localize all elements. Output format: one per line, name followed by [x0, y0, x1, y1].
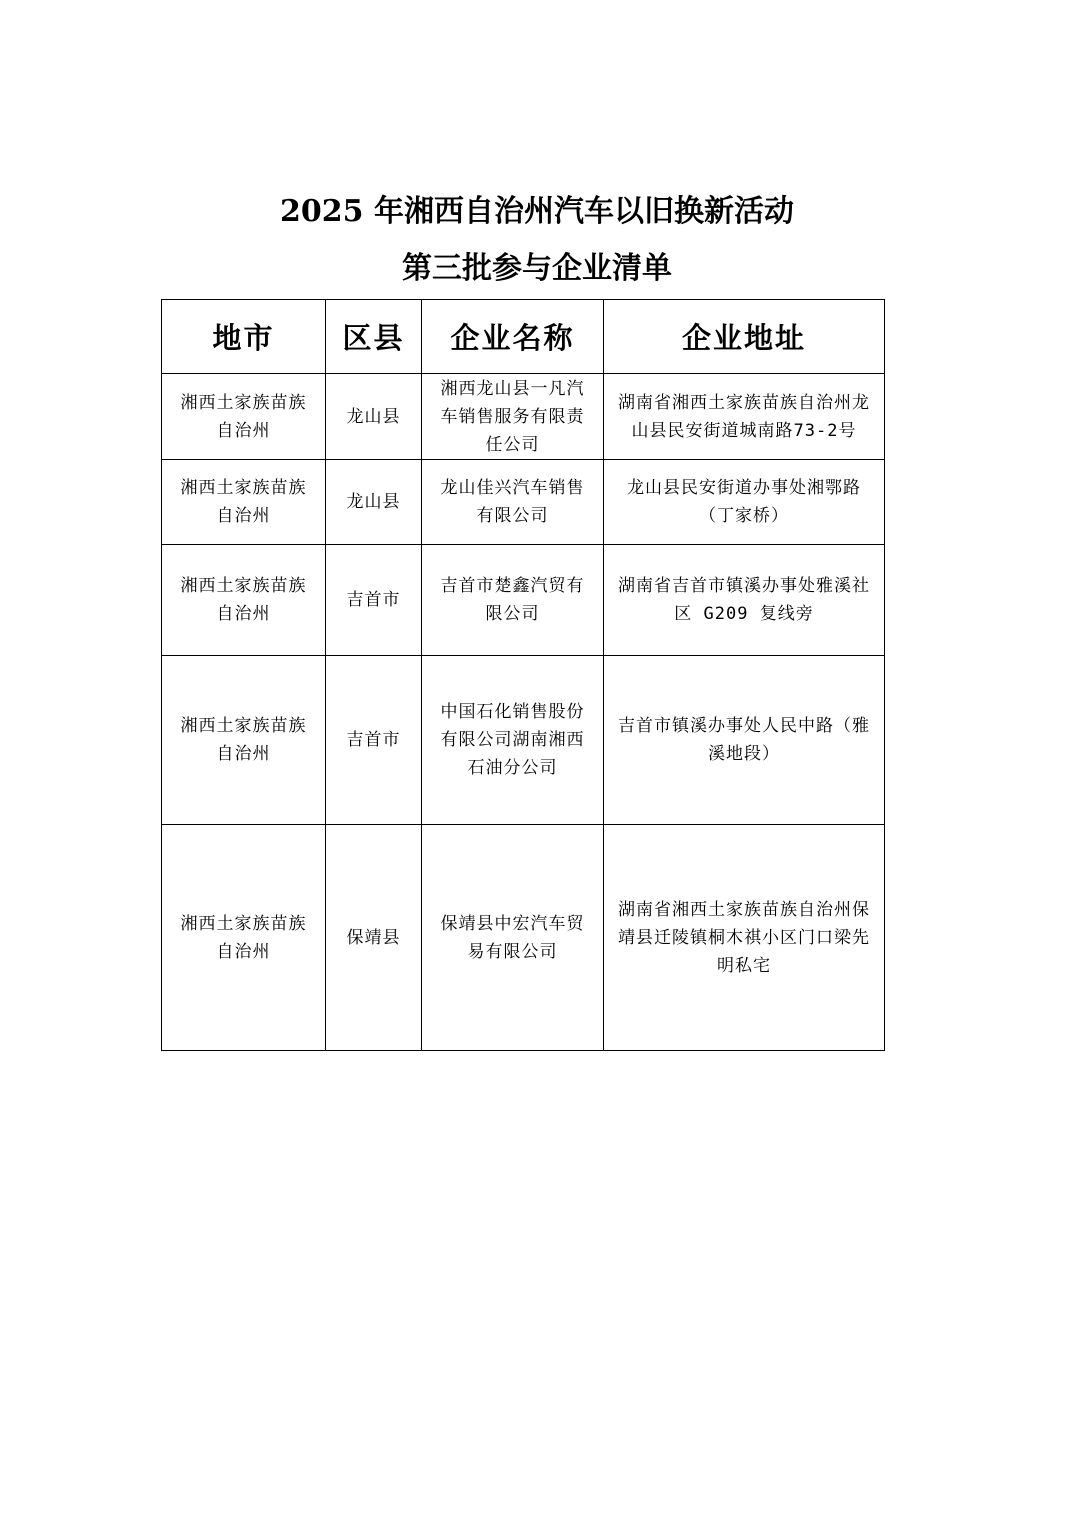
table-row — [162, 545, 885, 656]
cell-county: 吉首市 — [326, 545, 422, 656]
header-city: 地市 — [162, 300, 326, 374]
header-company: 企业名称 — [422, 300, 604, 374]
cell-address: 龙山县民安街道办事处湘鄂路（丁家桥） — [604, 460, 885, 545]
document-title-line2: 第三批参与企业清单 — [402, 251, 672, 286]
header-address: 企业地址 — [604, 300, 885, 374]
cell-address: 湖南省湘西土家族苗族自治州龙山县民安街道城南路73-2号 — [604, 374, 885, 460]
cell-city: 湘西土家族苗族自治州 — [162, 545, 326, 656]
cell-county: 吉首市 — [326, 656, 422, 825]
cell-city: 湘西土家族苗族自治州 — [162, 374, 326, 460]
cell-company: 龙山佳兴汽车销售有限公司 — [422, 460, 604, 545]
cell-company: 吉首市楚鑫汽贸有限公司 — [422, 545, 604, 656]
cell-county: 龙山县 — [326, 374, 422, 460]
cell-company: 中国石化销售股份有限公司湖南湘西石油分公司 — [422, 656, 604, 825]
table-row — [162, 460, 885, 545]
table-row — [162, 825, 885, 1051]
cell-company: 湘西龙山县一凡汽车销售服务有限责任公司 — [422, 374, 604, 460]
cell-county: 龙山县 — [326, 460, 422, 545]
cell-county: 保靖县 — [326, 825, 422, 1051]
cell-city: 湘西土家族苗族自治州 — [162, 460, 326, 545]
table-row — [162, 374, 885, 460]
cell-address: 湖南省吉首市镇溪办事处雅溪社区 G209 复线旁 — [604, 545, 885, 656]
table-header-row — [162, 300, 885, 374]
cell-city: 湘西土家族苗族自治州 — [162, 656, 326, 825]
company-list-table — [161, 299, 885, 1051]
document-title-line1: 2025 年湘西自治州汽车以旧换新活动 — [280, 194, 794, 229]
cell-address: 吉首市镇溪办事处人民中路（雅溪地段） — [604, 656, 885, 825]
table-row — [162, 656, 885, 825]
cell-city: 湘西土家族苗族自治州 — [162, 825, 326, 1051]
cell-address: 湖南省湘西土家族苗族自治州保靖县迁陵镇桐木祺小区门口梁先明私宅 — [604, 825, 885, 1051]
cell-company: 保靖县中宏汽车贸易有限公司 — [422, 825, 604, 1051]
header-county: 区县 — [326, 300, 422, 374]
